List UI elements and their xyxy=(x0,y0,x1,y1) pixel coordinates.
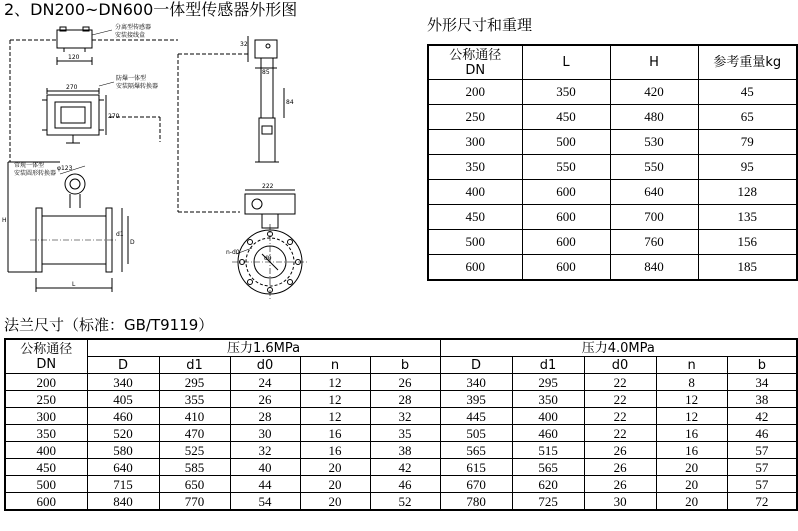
table-cell: 460 xyxy=(512,425,584,442)
bracket-head xyxy=(255,40,277,58)
column-header: D xyxy=(440,357,512,374)
table-cell: 350 xyxy=(512,391,584,408)
table-cell: 54 xyxy=(230,493,300,511)
table-cell: 295 xyxy=(512,374,584,391)
table-row xyxy=(428,80,797,105)
table-cell: 715 xyxy=(87,476,159,493)
weight-table-title: 外形尺寸和重理 xyxy=(427,16,533,34)
table-cell: 26 xyxy=(370,374,440,391)
table-header-row xyxy=(428,45,797,80)
table-row xyxy=(5,493,797,511)
table-cell: 405 xyxy=(87,391,159,408)
label-explosion-proof: 防爆一体型 xyxy=(116,75,147,82)
table-cell: 12 xyxy=(300,374,370,391)
table-cell: 395 xyxy=(440,391,512,408)
table-row xyxy=(428,105,797,130)
table-row xyxy=(428,255,797,281)
table-row xyxy=(428,130,797,155)
table-cell: 580 xyxy=(87,442,159,459)
table-cell: 410 xyxy=(159,408,230,425)
table-cell: 26 xyxy=(230,391,300,408)
table-cell: 515 xyxy=(512,442,584,459)
table-cell: 600 xyxy=(428,255,522,281)
table-cell: 600 xyxy=(5,493,87,511)
table-cell: 725 xyxy=(512,493,584,511)
table-cell: 400 xyxy=(512,408,584,425)
table-cell: 135 xyxy=(698,205,797,230)
table-cell: 640 xyxy=(87,459,159,476)
table-row xyxy=(5,459,797,476)
table-cell: 300 xyxy=(5,408,87,425)
label-remote-box-2: 安装接线盒 xyxy=(115,32,146,39)
table-cell: 550 xyxy=(522,155,610,180)
table-cell: 450 xyxy=(522,105,610,130)
table-cell: 520 xyxy=(87,425,159,442)
table-cell: 400 xyxy=(428,180,522,205)
table-cell: 26 xyxy=(584,442,656,459)
table-cell: 156 xyxy=(698,230,797,255)
table-cell: 565 xyxy=(512,459,584,476)
table-cell: 450 xyxy=(5,459,87,476)
table-cell: 52 xyxy=(370,493,440,511)
dimension-weight-table xyxy=(427,44,798,281)
table-cell: 38 xyxy=(370,442,440,459)
table-cell: 670 xyxy=(440,476,512,493)
table-cell: 38 xyxy=(727,391,797,408)
table-cell: 470 xyxy=(159,425,230,442)
table-cell: 760 xyxy=(610,230,698,255)
dim-85: 85 xyxy=(262,69,270,76)
table-cell: 185 xyxy=(698,255,797,281)
label-remote-box: 分离型传感器 xyxy=(115,24,152,31)
table-cell: 57 xyxy=(727,442,797,459)
table-row xyxy=(5,442,797,459)
table-cell: 700 xyxy=(610,205,698,230)
table-cell: 20 xyxy=(656,459,727,476)
table-cell: 12 xyxy=(656,408,727,425)
table-cell: 16 xyxy=(300,442,370,459)
column-header: H xyxy=(610,45,698,80)
dim-H: H xyxy=(2,217,7,224)
table-cell: 42 xyxy=(727,408,797,425)
column-header: n xyxy=(300,357,370,374)
table-cell: 300 xyxy=(428,130,522,155)
table-cell: 12 xyxy=(656,391,727,408)
table-cell: 400 xyxy=(5,442,87,459)
table-row xyxy=(428,155,797,180)
table-cell: 355 xyxy=(159,391,230,408)
table-cell: 20 xyxy=(656,476,727,493)
table-cell: 40 xyxy=(230,459,300,476)
table-cell: 12 xyxy=(300,408,370,425)
column-header: d0 xyxy=(230,357,300,374)
column-header: L xyxy=(522,45,610,80)
pressure-16-header: 压力1.6MPa xyxy=(87,339,440,357)
table-cell: 20 xyxy=(300,493,370,511)
table-cell: 16 xyxy=(656,442,727,459)
column-header: b xyxy=(370,357,440,374)
table-cell: 32 xyxy=(370,408,440,425)
table-cell: 350 xyxy=(428,155,522,180)
table-cell: 22 xyxy=(584,425,656,442)
table-row xyxy=(428,205,797,230)
table-cell: 770 xyxy=(159,493,230,511)
table-cell: 550 xyxy=(610,155,698,180)
table-cell: 200 xyxy=(428,80,522,105)
table-cell: 20 xyxy=(656,493,727,511)
table-cell: 28 xyxy=(370,391,440,408)
table-cell: 46 xyxy=(727,425,797,442)
dim-32: 32 xyxy=(240,41,248,48)
table-cell: 95 xyxy=(698,155,797,180)
table-cell: 480 xyxy=(610,105,698,130)
table-cell: 340 xyxy=(440,374,512,391)
flange-dimension-table xyxy=(4,338,798,511)
bracket-column xyxy=(259,118,275,162)
table-cell: 72 xyxy=(727,493,797,511)
table-cell: 250 xyxy=(428,105,522,130)
table-cell: 16 xyxy=(300,425,370,442)
table-cell: 460 xyxy=(87,408,159,425)
table-cell: 600 xyxy=(522,205,610,230)
dim-n-d0: n-d0 xyxy=(226,249,240,256)
table-cell: 42 xyxy=(370,459,440,476)
dim-270-b: 270 xyxy=(108,113,120,120)
table-cell: 565 xyxy=(440,442,512,459)
table-cell: 44 xyxy=(230,476,300,493)
dim-L: L xyxy=(72,281,76,288)
table-cell: 505 xyxy=(440,425,512,442)
page-title: 2、DN200~DN600一体型传感器外形图 xyxy=(4,0,298,19)
column-header: d0 xyxy=(584,357,656,374)
dim-d1: d1 xyxy=(116,231,124,238)
flange-subheader-row xyxy=(5,357,797,374)
table-cell: 600 xyxy=(522,230,610,255)
dim-d0: d0 xyxy=(264,255,272,262)
table-row xyxy=(428,230,797,255)
sensor-outline-drawing xyxy=(0,22,420,312)
label-explosion-proof-2: 安装隔爆转换器 xyxy=(116,83,159,90)
table-cell: 500 xyxy=(428,230,522,255)
table-cell: 128 xyxy=(698,180,797,205)
table-cell: 30 xyxy=(584,493,656,511)
table-cell: 65 xyxy=(698,105,797,130)
table-cell: 525 xyxy=(159,442,230,459)
table-row xyxy=(5,408,797,425)
dim-D: D xyxy=(130,239,135,246)
table-cell: 79 xyxy=(698,130,797,155)
table-row xyxy=(5,476,797,493)
table-cell: 840 xyxy=(610,255,698,281)
column-header: D xyxy=(87,357,159,374)
table-cell: 620 xyxy=(512,476,584,493)
table-cell: 12 xyxy=(300,391,370,408)
column-header: b xyxy=(727,357,797,374)
column-header: d1 xyxy=(512,357,584,374)
dim-222: 222 xyxy=(262,183,274,190)
table-row xyxy=(5,374,797,391)
column-header: d1 xyxy=(159,357,230,374)
dim-phi123: φ123 xyxy=(57,165,73,172)
table-cell: 350 xyxy=(522,80,610,105)
pressure-40-header: 压力4.0MPa xyxy=(440,339,797,357)
column-header: n xyxy=(656,357,727,374)
table-cell: 780 xyxy=(440,493,512,511)
table-cell: 46 xyxy=(370,476,440,493)
table-cell: 22 xyxy=(584,374,656,391)
table-row xyxy=(428,180,797,205)
table-cell: 57 xyxy=(727,476,797,493)
table-cell: 615 xyxy=(440,459,512,476)
table-cell: 8 xyxy=(656,374,727,391)
table-cell: 500 xyxy=(5,476,87,493)
dn-header: 公称通径 DN xyxy=(5,339,87,374)
table-cell: 445 xyxy=(440,408,512,425)
table-cell: 26 xyxy=(584,476,656,493)
table-cell: 250 xyxy=(5,391,87,408)
table-cell: 26 xyxy=(584,459,656,476)
table-cell: 500 xyxy=(522,130,610,155)
table-cell: 640 xyxy=(610,180,698,205)
dim-120: 120 xyxy=(68,54,80,61)
table-cell: 32 xyxy=(230,442,300,459)
label-normal-2: 安装圆形转换器 xyxy=(14,170,57,177)
table-cell: 600 xyxy=(522,180,610,205)
table-cell: 340 xyxy=(87,374,159,391)
label-normal: 常规一体型 xyxy=(14,162,45,169)
table-cell: 28 xyxy=(230,408,300,425)
table-cell: 16 xyxy=(656,425,727,442)
table-cell: 350 xyxy=(5,425,87,442)
round-converter xyxy=(65,174,85,194)
table-cell: 20 xyxy=(300,476,370,493)
table-cell: 22 xyxy=(584,408,656,425)
table-cell: 34 xyxy=(727,374,797,391)
table-cell: 585 xyxy=(159,459,230,476)
column-header: 参考重量kg xyxy=(698,45,797,80)
table-row xyxy=(5,391,797,408)
table-cell: 295 xyxy=(159,374,230,391)
table-cell: 840 xyxy=(87,493,159,511)
dim-84: 84 xyxy=(286,99,294,106)
table-cell: 24 xyxy=(230,374,300,391)
column-header: 公称通径 DN xyxy=(428,45,522,80)
table-cell: 200 xyxy=(5,374,87,391)
table-cell: 20 xyxy=(300,459,370,476)
table-cell: 57 xyxy=(727,459,797,476)
junction-box xyxy=(57,30,92,48)
table-row xyxy=(5,425,797,442)
table-cell: 45 xyxy=(698,80,797,105)
table-cell: 450 xyxy=(428,205,522,230)
table-cell: 30 xyxy=(230,425,300,442)
flange-table-title: 法兰尺寸（标准：GB/T9119） xyxy=(4,316,214,334)
table-cell: 35 xyxy=(370,425,440,442)
table-cell: 600 xyxy=(522,255,610,281)
dim-270-a: 270 xyxy=(66,84,78,91)
table-cell: 22 xyxy=(584,391,656,408)
table-cell: 650 xyxy=(159,476,230,493)
table-cell: 530 xyxy=(610,130,698,155)
table-cell: 420 xyxy=(610,80,698,105)
